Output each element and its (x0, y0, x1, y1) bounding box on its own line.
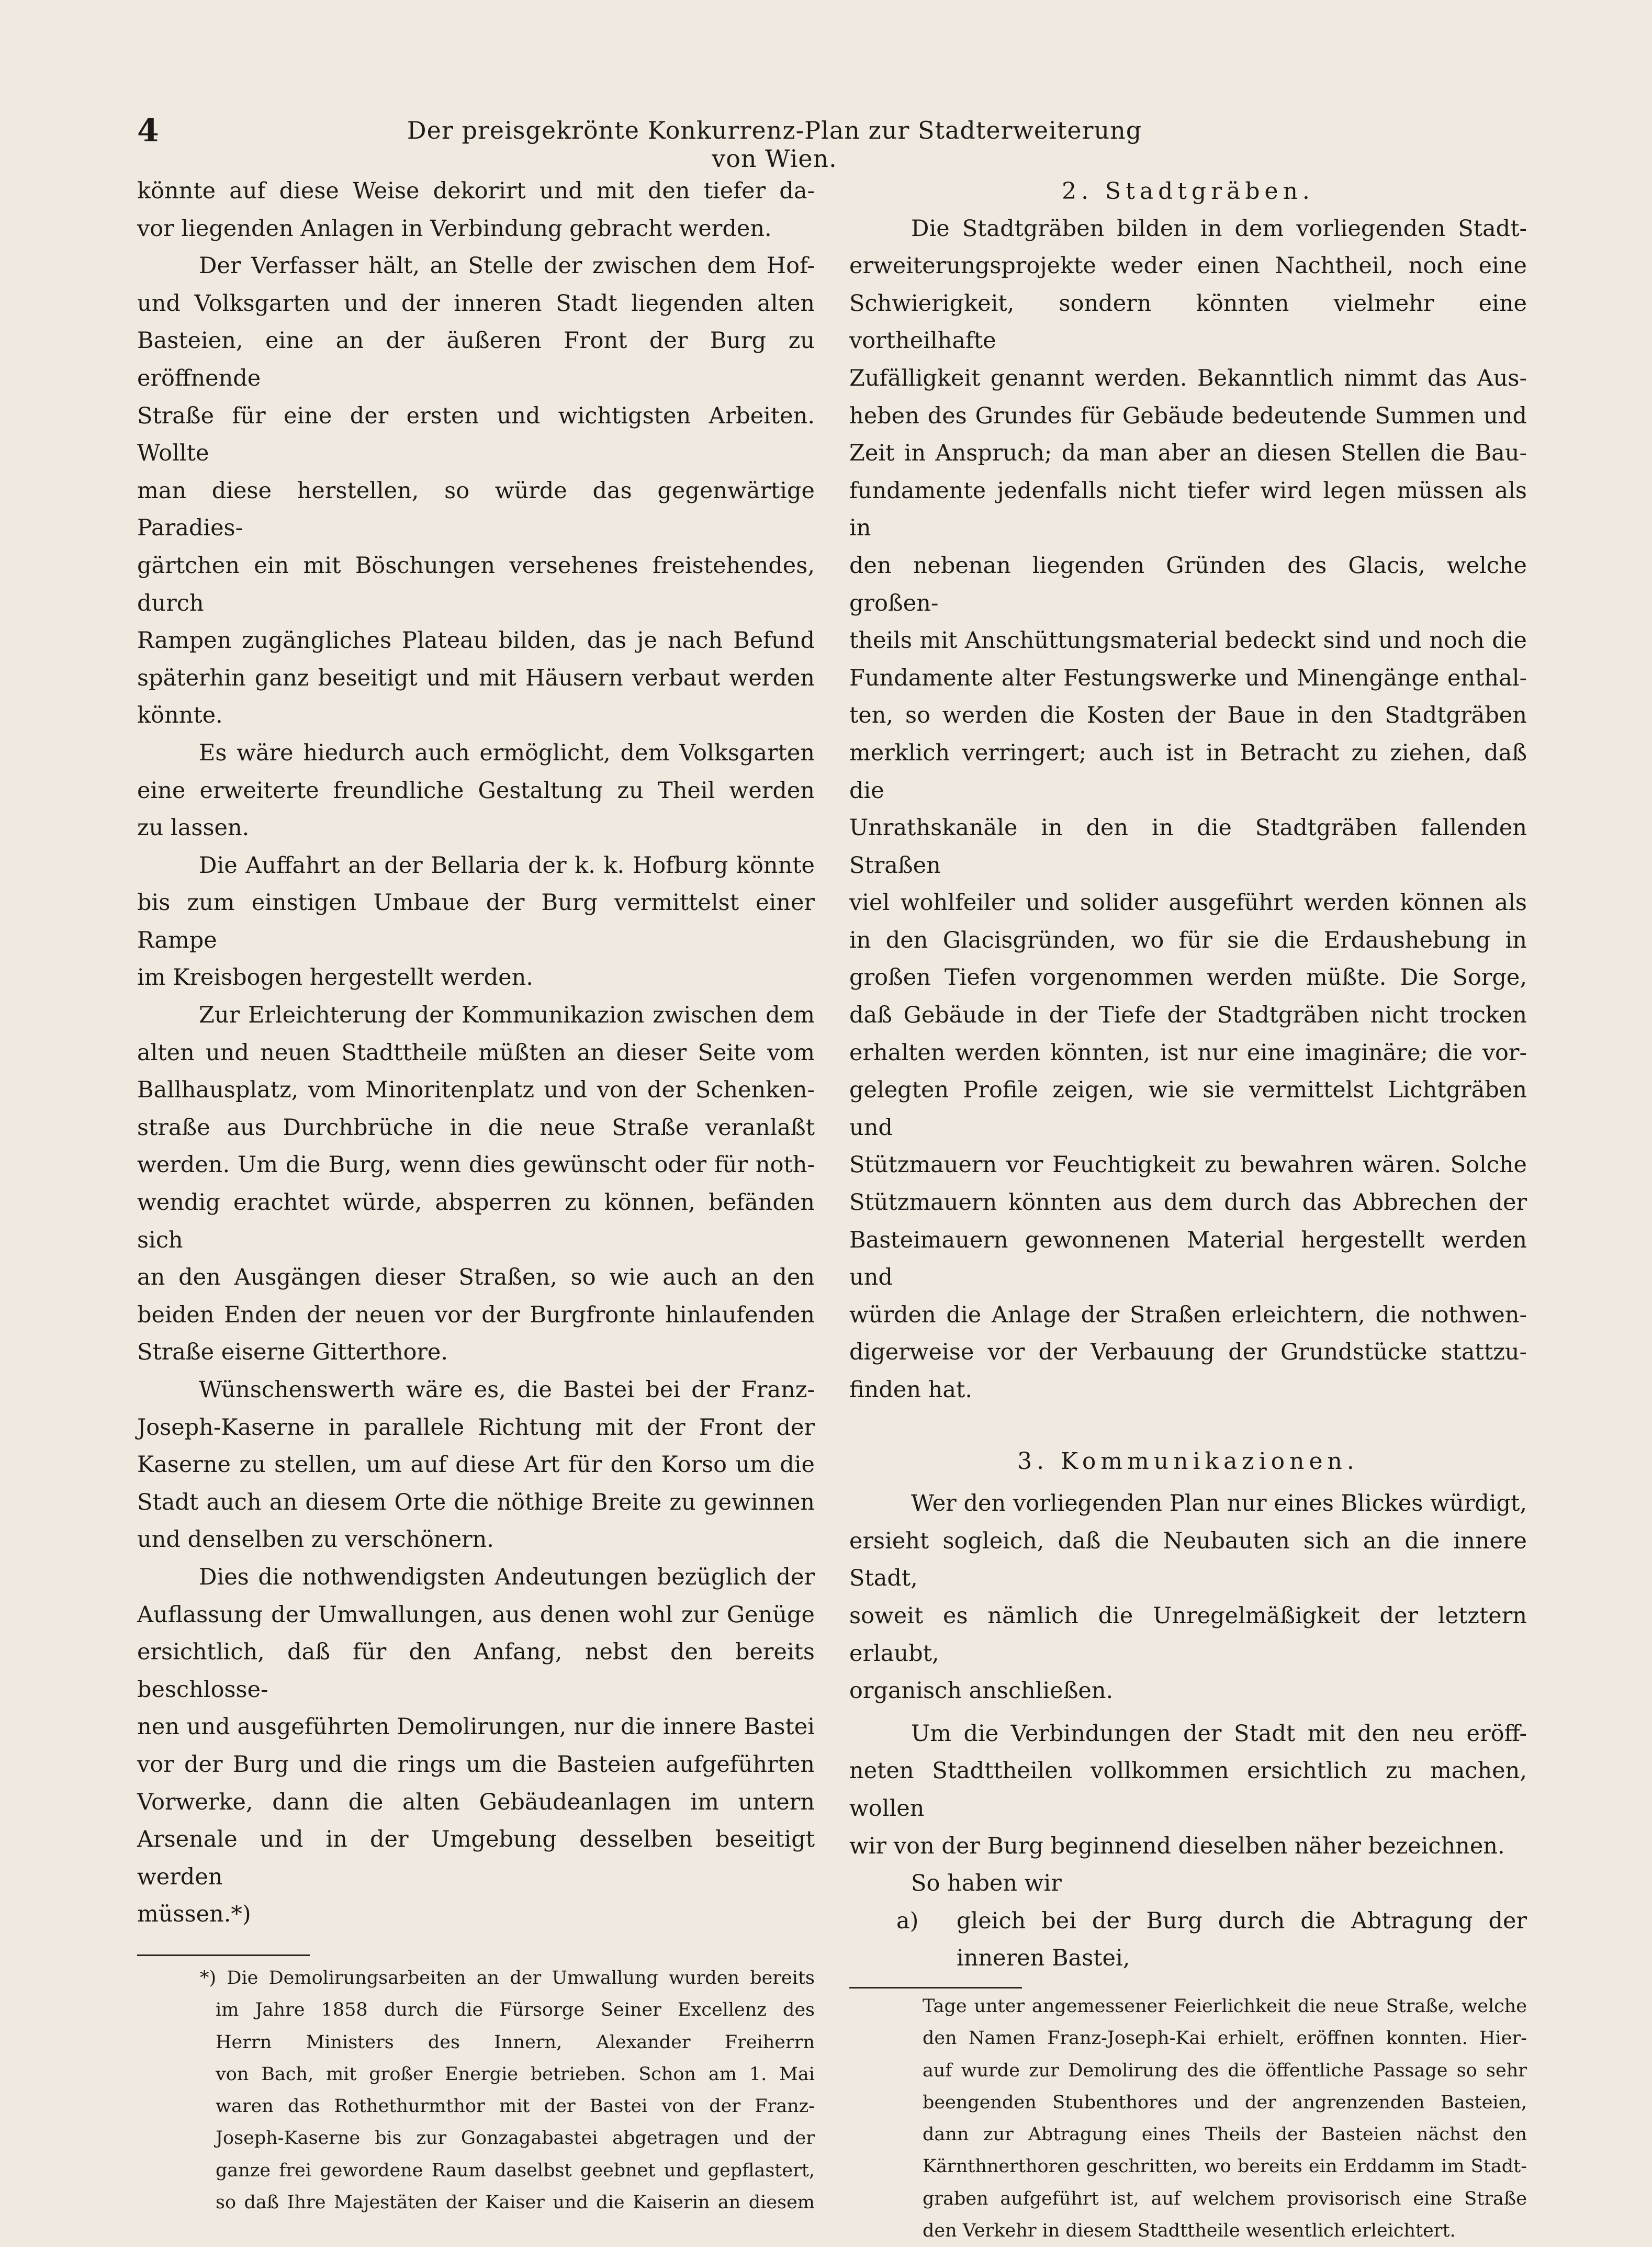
text-line: Basteien, eine an der äußeren Front der Burg zu eröffnende (137, 328, 815, 391)
text-line: finden hat. (849, 1377, 972, 1403)
text-line: beiden Enden der neuen vor der Burgfronte hinlaufenden (137, 1301, 815, 1328)
text-line: straße aus Durchbrüche in die neue Straße veranlaßt (137, 1114, 815, 1141)
text-line: an den Ausgängen dieser Straßen, so wie auch an den (137, 1264, 815, 1291)
footnote-line: Kärnthnerthoren geschritten, wo bereits ein Erddamm im Stadt- (923, 2156, 1527, 2177)
footnote-line: dann zur Abtragung eines Theils der Basteien nächst den (923, 2124, 1527, 2145)
text-line: Um die Verbindungen der Stadt mit den neu eröff- (911, 1720, 1527, 1747)
text-line: viel wohlfeiler und solider ausgeführt werden können als (849, 890, 1527, 916)
paragraph (137, 1372, 815, 1559)
text-line: soweit es nämlich die Unregelmäßigkeit der letztern erlaubt, (849, 1602, 1527, 1667)
section-spacer (849, 1409, 1527, 1443)
text-line: Fundamente alter Festungswerke und Minengänge enthal- (849, 665, 1527, 691)
footnote-line: von Bach, mit großer Energie betrieben. Schon am 1. Mai (216, 2063, 815, 2085)
footnote-line: den Verkehr in diesem Stadttheile wesentlich erleichtert. (923, 2220, 1456, 2241)
text-line: fundamente jedenfalls nicht tiefer wird legen müssen als in (849, 477, 1527, 542)
text-line: großen Tiefen vorgenommen werden müßte. Die Sorge, (849, 964, 1527, 991)
footnote (137, 1962, 815, 2219)
text-line: Stützmauern könnten aus dem durch das Abbrechen der (849, 1189, 1527, 1216)
text-line: Wünschenswerth wäre es, die Bastei bei der Franz- (199, 1377, 815, 1403)
text-line: Der Verfasser hält, an Stelle der zwischen dem Hof- (199, 253, 815, 279)
text-line: wendig erachtet würde, absperren zu können, befänden sich (137, 1189, 815, 1253)
paragraph (137, 248, 815, 735)
paragraph (849, 1865, 1527, 1903)
text-line: gärtchen ein mit Böschungen versehenes freistehendes, durch (137, 552, 815, 616)
text-line: Die Stadtgräben bilden in dem vorliegenden Stadt- (911, 215, 1527, 242)
text-line: Kaserne zu stellen, um auf diese Art für den Korso um die (137, 1452, 815, 1478)
text-line: im Kreisbogen hergestellt werden. (137, 964, 533, 991)
text-line: theils mit Anschüttungsmaterial bedeckt sind und noch die (849, 627, 1527, 654)
paragraph (849, 1715, 1527, 1865)
text-line: Auflassung der Umwallungen, aus denen wohl zur Genüge (137, 1601, 815, 1628)
text-line: organisch anschließen. (849, 1678, 1114, 1704)
paragraph (137, 847, 815, 997)
text-line: den nebenan liegenden Gründen des Glacis, welche großen- (849, 552, 1527, 616)
text-line: Zur Erleichterung der Kommunikazion zwischen dem (199, 1002, 815, 1029)
text-line: und Volksgarten und der inneren Stadt liegenden alten (137, 290, 815, 317)
text-line: ersichtlich, daß für den Anfang, nebst den bereits beschlosse- (137, 1639, 815, 1703)
right-column (849, 173, 1527, 2247)
footnote-line: im Jahre 1858 durch die Fürsorge Seiner Excellenz des (216, 1999, 815, 2021)
text-line: inneren Bastei, (957, 1945, 1130, 1972)
text-line: Rampen zugängliches Plateau bilden, das je nach Befund (137, 627, 815, 654)
list-body (957, 1903, 1527, 1978)
text-line: merklich verringert; auch ist in Betracht zu ziehen, daß die (849, 739, 1527, 804)
section-spacer (849, 1480, 1527, 1485)
text-line: müssen.*) (137, 1901, 251, 1928)
paragraph (137, 173, 815, 248)
text-line: Dies die nothwendigsten Andeutungen bezüglich der (199, 1564, 815, 1590)
footnote-line: beengenden Stubenthores und der angrenzenden Basteien, (923, 2092, 1527, 2113)
text-line: daß Gebäude in der Tiefe der Stadtgräben nicht trocken (849, 1002, 1527, 1029)
text-line: würden die Anlage der Straßen erleichtern, die nothwen- (849, 1301, 1527, 1328)
section-heading: 3. Kommunikazionen. (1017, 1447, 1359, 1475)
footnote-line: waren das Rothethurmthor mit der Bastei von der Franz- (216, 2096, 815, 2117)
text-line: werden. Um die Burg, wenn dies gewünscht oder für noth- (137, 1152, 815, 1178)
text-line: späterhin ganz beseitigt und mit Häusern verbaut werden (137, 665, 815, 691)
footnote-line: ganze frei gewordene Raum daselbst geebnet und gepflastert, (216, 2160, 815, 2181)
text-line: könnte auf diese Weise dekorirt und mit den tiefer da- (137, 178, 815, 204)
text-line: vor liegenden Anlagen in Verbindung gebracht werden. (137, 215, 772, 242)
text-line: nen und ausgeführten Demolirungen, nur die innere Bastei (137, 1714, 815, 1740)
text-line: zu lassen. (137, 815, 250, 841)
text-line: ten, so werden die Kosten der Baue in den Stadtgräben (849, 702, 1527, 729)
footnote-line: Tage unter angemessener Feierlichkeit die neue Straße, welche (923, 1995, 1527, 2017)
paragraph (137, 735, 815, 847)
text-line: gelegten Profile zeigen, wie sie vermittelst Lichtgräben und (849, 1077, 1527, 1141)
text-line: Zeit in Anspruch; da man aber an diesen Stellen die Bau- (849, 440, 1527, 467)
section-heading: 2. Stadtgräben. (1062, 178, 1314, 205)
text-line: Ballhausplatz, vom Minoritenplatz und von der Schenken- (137, 1077, 815, 1104)
text-line: heben des Grundes für Gebäude bedeutende Summen und (849, 402, 1527, 429)
text-line: Die Auffahrt an der Bellaria der k. k. Hofburg könnte (199, 852, 815, 879)
list-item (849, 1903, 1527, 1978)
text-line: Zufälligkeit genannt werden. Bekanntlich nimmt das Aus- (849, 365, 1527, 391)
footnote-line: Joseph-Kaserne bis zur Gonzagabastei abgetragen und der (216, 2128, 815, 2149)
text-line: erweiterungsprojekte weder einen Nachtheil, noch eine (849, 253, 1527, 279)
footnote-line: Herrn Ministers des Innern, Alexander Freiherrn (216, 2031, 815, 2053)
text-line: Unrathskanäle in den in die Stadtgräben fallenden Straßen (849, 815, 1527, 879)
text-line: Straße eiserne Gitterthore. (137, 1339, 448, 1366)
text-line: Vorwerke, dann die alten Gebäudeanlagen im untern (137, 1789, 815, 1815)
text-line: Stützmauern vor Feuchtigkeit zu bewahren wären. Solche (849, 1152, 1527, 1178)
text-line: gleich bei der Burg durch die Abtragung der (957, 1907, 1527, 1934)
text-line: bis zum einstigen Umbaue der Burg vermittelst einer Rampe (137, 890, 815, 953)
footnote-divider (137, 1954, 310, 1956)
text-line: Schwierigkeit, sondern könnten vielmehr eine vortheilhafte (849, 290, 1527, 354)
paragraph (137, 1559, 815, 1934)
list-marker: a) (896, 1907, 919, 1934)
footnote-line: *) Die Demolirungsarbeiten an der Umwallung wurden bereits (200, 1967, 815, 1988)
footnote-line: graben aufgeführt ist, auf welchem provisorisch eine Straße (923, 2188, 1527, 2209)
text-line: ersieht sogleich, daß die Neubauten sich an die innere Stadt, (849, 1527, 1527, 1592)
footnote-line: auf wurde zur Demolirung des die öffentliche Passage so sehr (923, 2060, 1527, 2081)
footnote-divider (849, 1987, 1022, 1988)
paragraph-spacer (849, 1710, 1527, 1715)
text-line: wir von der Burg beginnend dieselben näher bezeichnen. (849, 1833, 1505, 1859)
footnote-line: so daß Ihre Majestäten der Kaiser und die Kaiserin an diesem (216, 2192, 815, 2213)
text-line: erhalten werden könnten, ist nur eine imaginäre; die vor- (849, 1039, 1527, 1066)
text-line: eine erweiterte freundliche Gestaltung zu Theil werden (137, 777, 815, 804)
text-line: man diese herstellen, so würde das gegenwärtige Paradies- (137, 477, 815, 542)
text-line: Joseph-Kaserne in parallele Richtung mit der Front der (137, 1414, 815, 1441)
text-line: So haben wir (911, 1870, 1062, 1897)
left-column (137, 173, 815, 2219)
text-line: alten und neuen Stadttheile müßten an dieser Seite vom (137, 1039, 815, 1066)
text-line: Stadt auch an diesem Orte die nöthige Breite zu gewinnen (137, 1489, 815, 1515)
text-line: Es wäre hiedurch auch ermöglicht, dem Volksgarten (199, 739, 815, 766)
text-line: digerweise vor der Verbauung der Grundstücke stattzu- (849, 1339, 1527, 1366)
text-line: Basteimauern gewonnenen Material hergestellt werden und (849, 1227, 1527, 1291)
text-line: neten Stadttheilen vollkommen ersichtlich zu machen, wollen (849, 1758, 1527, 1822)
text-line: vor der Burg und die rings um die Basteien aufgeführten (137, 1751, 815, 1778)
page-number: 4 (137, 113, 159, 149)
footnote-line: den Namen Franz-Joseph-Kai erhielt, eröffnen konnten. Hier- (923, 2028, 1527, 2049)
text-line: könnte. (137, 702, 223, 729)
text-line: in den Glacisgründen, wo für sie die Erdaushebung in (849, 927, 1527, 953)
paragraph (849, 210, 1527, 1409)
text-line: Arsenale und in der Umgebung desselben beseitigt werden (137, 1826, 815, 1890)
paragraph (849, 1485, 1527, 1710)
running-title: Der preisgekrönte Konkurrenz-Plan zur Stadterweiterung von Wien. (407, 116, 1142, 173)
text-line: und denselben zu verschönern. (137, 1526, 494, 1553)
paragraph (137, 997, 815, 1372)
text-line: Wer den vorliegenden Plan nur eines Blickes würdigt, (911, 1490, 1527, 1517)
text-line: Straße für eine der ersten und wichtigsten Arbeiten. Wollte (137, 402, 815, 467)
